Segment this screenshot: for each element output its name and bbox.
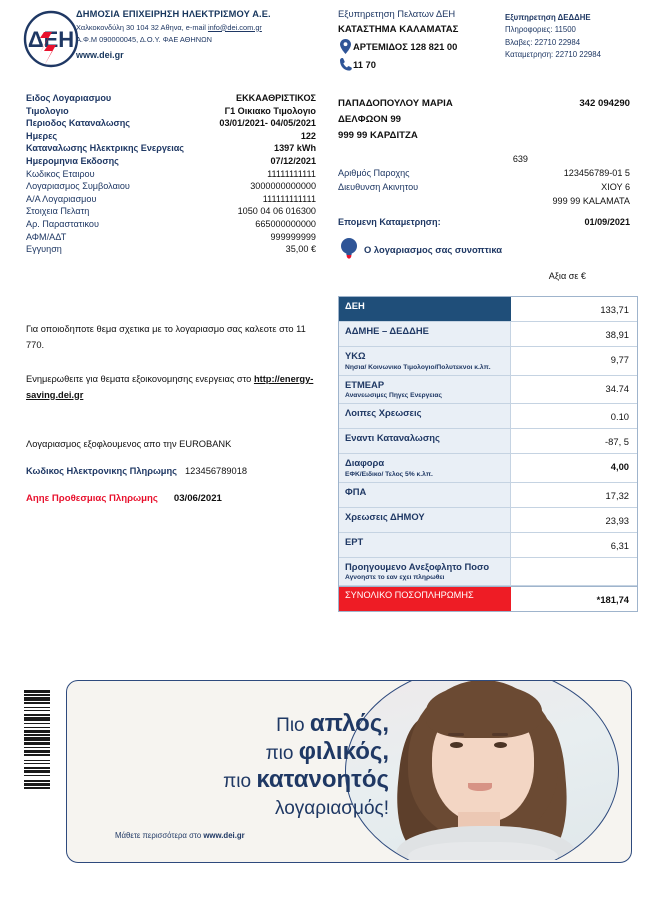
cs-deddhe-info: Πληροφοριες: 11500	[505, 25, 576, 35]
charge-value-cell	[511, 587, 637, 611]
customer-name: ΠΑΠΑΔΟΠΟΥΛΟΥ ΜΑΡΙΑ	[338, 98, 453, 109]
account-detail-value: 11111111111	[267, 168, 316, 179]
customer-name-row	[338, 98, 638, 109]
ad-line-4: λογαριασμός!	[275, 798, 389, 819]
charges-table	[338, 296, 638, 612]
value-column-header: Αξια σε €	[548, 271, 586, 281]
account-detail-row	[26, 143, 316, 153]
supply-number-label: Αριθμός Παροχης	[338, 168, 410, 178]
company-address-text: Χαλκοκονδύλη 30 104 32 Αθηνα, e-mail	[76, 22, 208, 32]
barcode-bar	[24, 763, 50, 764]
barcode-bar	[24, 783, 50, 786]
ad-line-1	[89, 711, 389, 739]
location-pin-icon	[338, 39, 353, 54]
charge-label-cell	[339, 587, 511, 611]
barcode-bar	[24, 707, 50, 708]
account-detail-label: ΑΦΜ/ΑΔΤ	[26, 231, 67, 242]
charge-value-cell	[511, 429, 637, 453]
ad-line-2-bold: φιλικός,	[298, 738, 389, 765]
note-paragraph-2	[26, 372, 326, 403]
account-detail-label: Τιμολογιο	[26, 105, 69, 116]
person-eye-left	[450, 742, 463, 748]
ad-more-info	[115, 831, 245, 840]
notes-block	[26, 322, 326, 504]
ad-line-2	[89, 739, 389, 767]
charge-label-cell	[339, 404, 511, 428]
company-block	[76, 9, 326, 60]
epayment-value: 123456789018	[185, 466, 248, 476]
account-detail-row	[26, 244, 316, 254]
barcode-bar	[24, 710, 50, 711]
charge-label-cell	[339, 508, 511, 532]
ad-website-link[interactable]: www.dei.gr	[203, 831, 245, 840]
account-detail-value: 999999999	[270, 231, 316, 242]
dei-logo-icon	[18, 8, 84, 70]
barcode-bar	[24, 742, 50, 745]
due-date-value: 03/06/2021	[173, 493, 222, 504]
charge-value: 17,32	[605, 489, 629, 501]
note-spacer	[26, 353, 326, 372]
charge-label: ΥΚΩ	[345, 350, 366, 361]
charge-label: ΣΥΝΟΛΙΚΟ ΠΟΣΟΠΛΗΡΩΜΗΣ	[345, 590, 474, 600]
barcode-bar	[24, 734, 50, 736]
charge-value-cell	[511, 508, 637, 532]
ad-line-3-bold: κατανοητός	[256, 766, 389, 793]
account-detail-row	[26, 181, 316, 191]
charge-value-cell	[511, 297, 637, 321]
charge-value: 38,91	[605, 329, 629, 340]
charge-label: ΦΠΑ	[345, 485, 367, 497]
barcode-bar	[24, 694, 50, 696]
barcode-bar	[24, 727, 50, 728]
charge-label: ΔΕΗ	[345, 300, 365, 311]
person-eyebrow-left	[448, 733, 464, 736]
barcode-bar	[24, 775, 50, 776]
charges-table-row	[339, 483, 637, 508]
charges-table-row	[339, 376, 637, 405]
charges-table-row	[339, 533, 637, 558]
account-detail-value: 03/01/2021- 04/05/2021	[219, 118, 316, 129]
account-detail-value: 665000000000	[255, 218, 316, 229]
account-detail-row	[26, 106, 316, 116]
charge-value-cell	[511, 483, 637, 507]
customer-street: ΔΕΛΦΩΟΝ 99	[338, 114, 401, 125]
charges-table-row	[339, 508, 637, 533]
ad-line-1-bold: απλός,	[309, 710, 389, 737]
charge-value: 133,71	[600, 304, 629, 315]
account-detail-row	[26, 118, 316, 128]
person-mouth	[468, 783, 492, 791]
ad-more-prefix: Μάθετε περισσότερα στο	[115, 831, 204, 840]
account-detail-row	[26, 194, 316, 204]
property-address-value: ΧΙΟΥ 6	[601, 182, 630, 192]
account-detail-label: Αρ. Παραστατικου	[26, 218, 99, 229]
account-detail-row	[26, 232, 316, 242]
next-reading-label: Επομενη Καταμετρηση:	[338, 217, 441, 227]
account-detail-label: Ημερες	[26, 130, 58, 141]
summary-heading-row	[338, 238, 638, 260]
account-detail-label: Κωδικος Εταιρου	[26, 168, 95, 179]
summary-heading-block	[338, 238, 638, 281]
cs-dei-phone: 11 70	[353, 59, 376, 70]
charge-value-cell	[511, 347, 637, 375]
charges-table-row	[339, 558, 637, 587]
barcode-bar	[24, 723, 50, 724]
charge-value: 23,93	[605, 514, 629, 526]
charges-table-row	[339, 404, 637, 429]
charge-value: 9,77	[610, 354, 629, 365]
barcode-bar	[24, 787, 50, 789]
charges-table-row	[339, 454, 637, 483]
customer-service-deddhe-block	[505, 13, 645, 59]
charge-value: *181,74	[596, 594, 629, 605]
property-address-label: Διευθυνση Ακινητου	[338, 182, 419, 192]
note-paragraph-1: Για οποιοδηποτε θεμα σχετικα με το λογαριασμο σας καλεοτε στο 11 770.	[26, 324, 306, 350]
charge-value-cell	[511, 454, 637, 482]
account-detail-label: Ημερομηνια Εκδοσης	[26, 155, 119, 166]
charge-label-cell	[339, 558, 511, 586]
charge-label-cell	[339, 376, 511, 404]
ad-line-3-plain: πιο	[223, 771, 257, 792]
epayment-row	[26, 466, 326, 476]
charge-value: -87, 5	[605, 436, 629, 447]
charge-label-cell	[339, 429, 511, 453]
charges-table-row	[339, 297, 637, 322]
property-city: 999 99 KALAMATA	[552, 196, 630, 206]
account-detail-value: 1050 04 06 016300	[237, 206, 316, 217]
customer-route-number: 639	[512, 154, 528, 164]
supply-number-value: 123456789-01 5	[563, 168, 630, 178]
charge-label-cell	[339, 347, 511, 375]
charge-value: 0.10	[610, 411, 629, 422]
charge-sublabel: Ανανεωσιμες Πηγες Ενεργειας	[345, 392, 442, 399]
customer-code: 342 094290	[579, 98, 630, 109]
company-tax-line: Α.Φ.Μ 090000045, Δ.Ο.Υ. ΦΑΕ ΑΘΗΝΩΝ	[76, 35, 212, 44]
barcode-bar	[24, 702, 50, 704]
charge-value-cell	[511, 376, 637, 404]
charge-label: Διαφορα	[345, 457, 385, 468]
cs-deddhe-faults: Βλαβες: 22710 22984	[505, 37, 581, 47]
cs-deddhe-metering: Καταμετρηση: 22710 22984	[505, 50, 601, 60]
account-detail-value: 35,00 €	[285, 244, 316, 255]
note-paragraph-2-text: Ενημερωθειτε για θεματα εξοικονομησης ενεργειας στο	[26, 374, 254, 384]
person-arms	[408, 842, 558, 860]
account-detail-row	[26, 206, 316, 216]
charge-sublabel: Αγνοηστε το εαν εχει πληρωθει	[345, 574, 445, 581]
account-detail-row	[26, 131, 316, 141]
charges-table-row	[339, 429, 637, 454]
account-detail-label: Περιοδος Καταναλωσης	[26, 118, 131, 129]
cs-dei-title: Εξυπηρετηση Πελατων ΔΕΗ	[338, 8, 456, 19]
charge-label-cell	[339, 454, 511, 482]
charge-sublabel: Νησια/ Κοινωνικο Τιμολογιο/Πολυτεκνοι κ.λπ.	[345, 363, 491, 371]
advertisement-copy	[89, 711, 389, 822]
charge-value-cell	[511, 533, 637, 557]
page-header	[0, 0, 646, 92]
account-detail-label: Στοιχεια Πελατη	[26, 206, 90, 217]
charge-value-cell	[511, 404, 637, 428]
barcode-bar	[24, 737, 50, 741]
charge-label-cell	[339, 297, 511, 321]
epayment-label: Κωδικος Ηλεκτρονικης Πληρωμης	[26, 466, 178, 476]
energy-saving-link[interactable]: http://energy-saving.dei.gr	[26, 374, 314, 400]
account-detail-value: 122	[300, 130, 316, 141]
barcode-bar	[24, 690, 50, 693]
charges-table-row	[339, 322, 637, 347]
cs-dei-phone-row	[338, 58, 498, 71]
charge-label: Εναντι Καταναλωσης	[345, 432, 440, 443]
lightbulb-icon	[338, 238, 360, 260]
supply-number-row	[338, 168, 638, 178]
account-detail-label: Α/Α Λογαριασμου	[26, 193, 97, 204]
account-detail-value: 111111111111	[262, 193, 316, 204]
barcode-bar	[24, 697, 50, 701]
charge-label-cell	[339, 322, 511, 346]
charge-label: Χρεωσεις ΔΗΜΟΥ	[345, 510, 425, 522]
charges-table-row	[339, 586, 637, 611]
account-detail-row	[26, 169, 316, 179]
charge-value: 4,00	[610, 461, 629, 472]
account-detail-row	[26, 156, 316, 166]
account-detail-label: Λογαριασμος Συμβολαιου	[26, 181, 130, 192]
barcode-bar	[24, 754, 50, 756]
barcode-bar	[24, 767, 50, 769]
account-detail-value: 3000000000000	[250, 181, 316, 192]
barcode	[24, 690, 50, 855]
ad-line-1-plain: Πιο	[276, 715, 310, 736]
charge-label-cell	[339, 533, 511, 557]
cs-dei-address-row	[338, 39, 498, 54]
company-name: ΔΗΜΟΣΙΑ ΕΠΙΧΕΙΡΗΣΗ ΗΛΕΚΤΡΙΣΜΟΥ Α.Ε.	[76, 9, 271, 19]
charge-label-cell	[339, 483, 511, 507]
phone-icon	[338, 58, 353, 71]
bank-line: Λογαριασμος εξοφλουμενος απο την EUROBANK	[26, 439, 232, 449]
barcode-bar	[24, 770, 50, 773]
dei-logo	[18, 8, 84, 70]
barcode-bar	[24, 717, 50, 721]
next-reading-value: 01/09/2021	[584, 217, 630, 227]
due-date-row	[26, 493, 326, 504]
company-address	[76, 23, 326, 32]
account-detail-value: ΕΚΚΑΑΘΡΙΣΤΙΚΟΣ	[236, 93, 316, 103]
property-address-row	[338, 182, 638, 192]
barcode-bar	[24, 750, 50, 753]
cs-dei-shop: ΚΑΤΑΣΤΗΜΑ ΚΑΛΑΜΑΤΑΣ	[338, 24, 459, 35]
cs-dei-address: ΑΡΤΕΜΙΔΟΣ 128 821 00	[353, 41, 458, 52]
charge-label: ΕΡΤ	[345, 535, 364, 547]
charge-value: 6,31	[610, 539, 629, 551]
account-detail-label: Ειδος Λογαριασμου	[26, 93, 112, 103]
customer-service-dei-block	[338, 8, 498, 71]
advertisement-banner	[66, 680, 632, 863]
charge-label: Λοιπες Χρεωσεις	[345, 407, 422, 418]
due-date-label: Αηηε Προθεσμιας Πληρωμης	[26, 493, 158, 504]
charge-sublabel: ΕΦΚ/Ειδικο/ Τελος 5% κ.λπ.	[345, 470, 433, 478]
barcode-bar	[24, 760, 50, 761]
company-email[interactable]: info@dei.com.gr	[207, 22, 262, 32]
ad-line-3	[89, 767, 389, 795]
charge-label: ΕΤΜΕΑΡ	[345, 378, 385, 390]
svg-text:ΔΕΗ: ΔΕΗ	[27, 27, 75, 52]
account-detail-label: Καταναλωσης Ηλεκτρικης Ενεργειας	[26, 143, 185, 154]
account-details-list	[26, 93, 316, 257]
charge-value: 34.74	[605, 382, 629, 394]
barcode-bar	[24, 780, 50, 782]
account-detail-label: Εγγυηση	[26, 244, 62, 255]
account-detail-value: Γ1 Οικιακο Τιμολογιο	[224, 105, 316, 116]
charge-label: Προηγουμενο Ανεξοφλητο Ποσο	[345, 560, 490, 572]
charge-value-cell	[511, 322, 637, 346]
charges-table-row	[339, 347, 637, 376]
person-eye-right	[494, 742, 507, 748]
charge-label: ΑΔΜΗΕ – ΔΕΔΔΗΕ	[345, 325, 429, 336]
account-detail-row	[26, 219, 316, 229]
barcode-bar	[24, 714, 50, 716]
cs-deddhe-title: Εξυπηρετηση ΔΕΔΔΗΕ	[505, 13, 591, 22]
account-detail-value: 1397 kWh	[274, 143, 316, 154]
summary-heading-text: Ο λογαριασμος σας συνοπτικα	[364, 243, 503, 255]
barcode-bar	[24, 730, 50, 733]
person-eyebrow-right	[492, 733, 508, 736]
ad-line-2-plain: πιο	[265, 743, 299, 764]
account-detail-row	[26, 93, 316, 103]
customer-city: 999 99 ΚΑΡΔΙΤΖΑ	[338, 130, 418, 141]
account-detail-value: 07/12/2021	[270, 155, 316, 166]
charge-value-cell	[511, 558, 637, 586]
company-website[interactable]: www.dei.gr	[76, 50, 124, 60]
barcode-bar	[24, 747, 50, 748]
person-fringe	[426, 684, 542, 738]
customer-block	[338, 98, 638, 227]
next-reading-row	[338, 217, 638, 227]
